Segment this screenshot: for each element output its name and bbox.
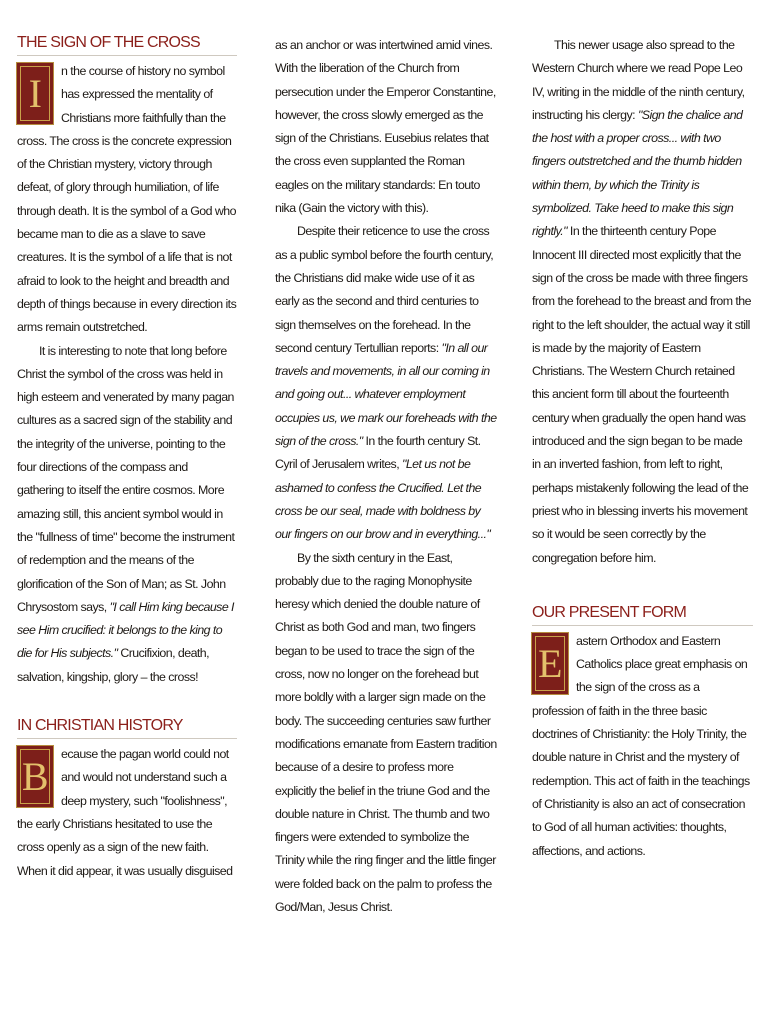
dropcap-letter-b: B [17, 746, 53, 807]
paragraph-pagan-cultures [17, 340, 237, 689]
tertullian-quote: "In all our travels and movements, in all our coming in and going out... whatever employment occupies us, we mark our foreheads with the sign of the cross." [275, 340, 497, 449]
dropcap-letter-e: E [532, 633, 568, 694]
paragraph-text: Despite their reticence to use the cross as a public symbol before the fourth century, the Christians did make wide use of it as early as the second and third centuries to sign themselves on the forehead. In the second century Tertullian reports: [275, 224, 494, 355]
section-heading-christian-history: IN CHRISTIAN HISTORY [17, 717, 237, 739]
paragraph-text: In the thirteenth century Pope Innocent III directed most explicitly that the sign of the cross be made with three fingers from the forehead to the breast and from the right to the left shoulder, the actual way it still is made by the majority of Eastern Christians. The Western Church retained this ancient form till about the fourteenth century when gradually the open hand was introduced and the sign began to be made in an inverted fashion, from left to right, perhaps mistakenly following the lead of the priest who in blessing inverts his movement so it would be seen correctly by the congregation before him. [532, 224, 751, 565]
chrysostom-quote: "I call Him king because I see Him crucified: it belongs to the king to die for His subjects." [17, 599, 234, 661]
paragraph-tertullian [275, 220, 497, 546]
paragraph-text: Crucifixion, death, salvation, kingship, glory – the cross! [17, 646, 210, 684]
paragraph-history-text: ecause the pagan world could not and would not understand such a deep mystery, such "foolishness", the early Christians hesitated to use the cross openly as a sign of the new faith. When it did appear, it was usually disguised [17, 747, 233, 878]
paragraph-sixth-century: By the sixth century in the East, probably due to the raging Monophysite heresy which denied the double nature of Christ as both God and man, two fingers began to be used to trace the sign of the cross, now no longer on the forehead but more boldly with a larger sign made on the body. The succeeding centuries saw further modifications emanate from Eastern tradition because of a desire to profess more explicitly the belief in the triune God and the double nature in Christ. The thumb and two fingers were extended to symbolize the Trinity while the ring finger and the little finger were folded back on the palm to profess the God/Man, Jesus Christ. [275, 550, 497, 914]
paragraph-present-form [532, 630, 753, 863]
dropcap-letter-i: I [17, 63, 53, 124]
section-heading-present-form: OUR PRESENT FORM [532, 604, 753, 626]
cyril-quote: "Let us not be ashamed to confess the Crucified. Let the cross be our seal, made with boldness by our fingers on our brow and in everything..." [275, 457, 491, 542]
paragraph-text: It is interesting to note that long before Christ the symbol of the cross was held in high esteem and venerated by many pagan cultures as a sacred sign of the stability and the integrity of the universe, pointing to the four directions of the compass and gathering to itself the entire cosmos. More amazing still, this ancient symbol would in the "fullness of time" become the instrument of redemption and the means of the glorification of the Son of Man; as St. John Chrysostom says, [17, 343, 235, 614]
paragraph-text: In the fourth century St. Cyril of Jerusalem writes, [275, 434, 481, 472]
paragraph-text: as an anchor or was intertwined amid vines. With the liberation of the Church from persecution under the Emperor Constantine, however, the cross slowly emerged as the sign of the Christians. Eusebius relates that the cross even supplanted the Roman eagles on the military standards: [275, 38, 496, 192]
paragraph-intro-text: n the course of history no symbol has expressed the mentality of Christians more faithfully than the cross. The cross is the concrete expression of the Christian mystery, victory through defeat, of glory through humiliation, of life through death. It is the symbol of a God who became man to die as a slave to save creatures. It is the symbol of a life that is not afraid to look to the height and breadth and depth of things because in every direction its arms remain outstretched. [17, 64, 237, 335]
en-touto-nika: En touto nika [275, 177, 480, 216]
paragraph-text: This newer usage also spread to the Western Church where we read Pope Leo IV, writing in the middle of the ninth century, instructing his clergy: [532, 38, 745, 122]
leo-quote: "Sign the chalice and the host with a proper cross... with two fingers outstretched and the thumb hidden within them, by which the Trinity is symbolized. Take heed to make this sign rightly." [532, 107, 743, 239]
paragraph-text: (Gain the victory with this). [295, 201, 429, 216]
column-2 [275, 34, 497, 919]
section-heading-sign-of-cross: THE SIGN OF THE CROSS [17, 34, 237, 56]
paragraph-present-form-text: astern Orthodox and Eastern Catholics place great emphasis on the sign of the cross as a profession of faith in the three basic doctrines of Christianity: the Holy Trinity, the double nature in Christ and the mystery of redemption. This act of faith in the teachings of Christianity is also an act of consecration to God of all human activities: thoughts, affections, and actions. [532, 633, 750, 858]
paragraph-constantine [275, 34, 497, 220]
paragraph-western-church [532, 34, 753, 570]
paragraph-history [17, 743, 237, 883]
column-1 [17, 34, 237, 883]
paragraph-intro [17, 60, 237, 340]
column-3 [532, 34, 753, 863]
